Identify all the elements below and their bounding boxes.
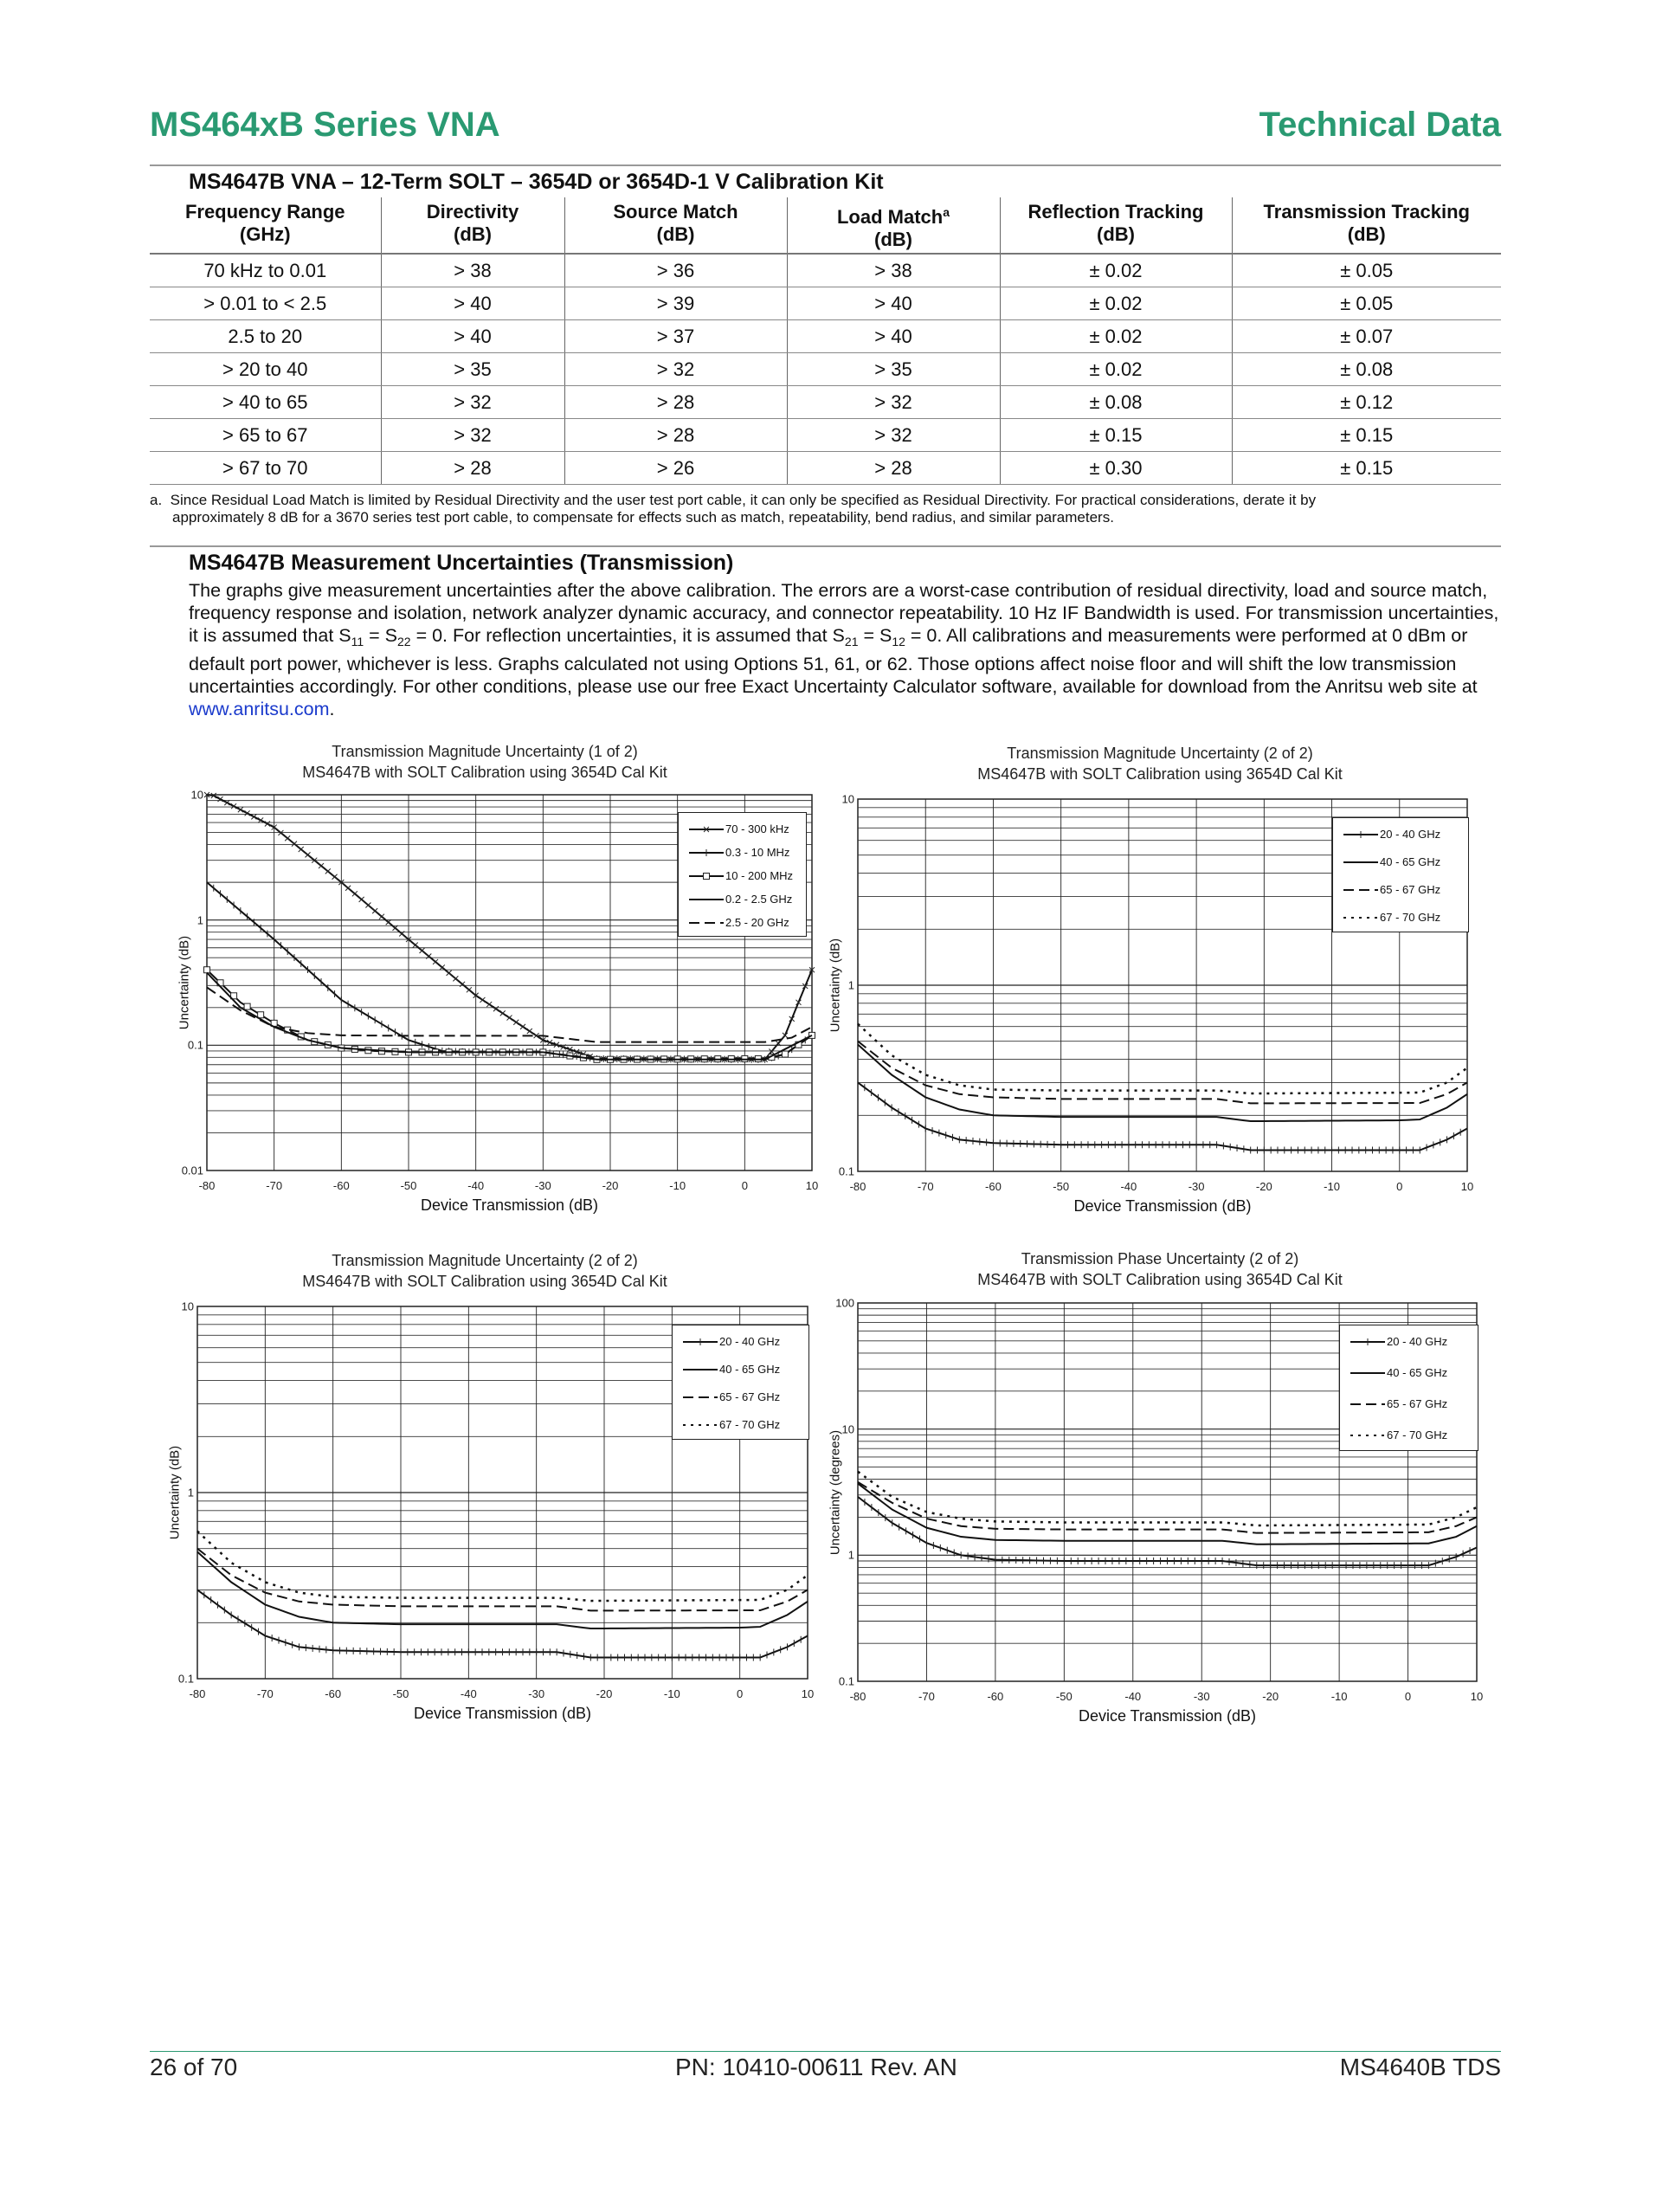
column-header: Frequency Range (GHz) [150,197,381,254]
legend-swatch [687,824,725,835]
x-tick-label: -20 [602,1179,619,1192]
table-cell: > 35 [381,353,564,386]
table-cell: > 28 [564,386,787,419]
y-tick-label: 10 [841,792,854,806]
table-cell: > 39 [564,287,787,320]
section-divider [150,545,1501,547]
column-header: Reflection Tracking (dB) [1000,197,1232,254]
x-tick-label: -50 [400,1179,417,1192]
chart-plot [822,736,1498,1238]
legend-swatch [1342,857,1380,867]
legend-swatch [1342,829,1380,840]
legend-swatch [681,1364,719,1375]
legend-swatch [681,1392,719,1403]
legend-label: 65 - 67 GHz [719,1390,781,1404]
x-tick-label: -10 [1330,1690,1348,1703]
legend-label: 70 - 300 kHz [725,822,789,836]
x-tick-label: -10 [663,1687,680,1700]
legend-label: 0.3 - 10 MHz [725,846,790,860]
x-tick-label: -40 [467,1179,485,1192]
table-cell: ± 0.07 [1232,320,1501,353]
table-cell: ± 0.02 [1000,287,1232,320]
x-tick-label: -20 [1255,1180,1272,1193]
chart-plot [147,736,822,1238]
x-tick-label: -50 [392,1687,409,1700]
legend-item [681,1362,780,1379]
legend-label: 20 - 40 GHz [1387,1335,1448,1349]
column-header: Directivity (dB) [381,197,564,254]
x-axis-label: Device Transmission (dB) [1078,1707,1257,1725]
table-cell: ± 0.02 [1000,353,1232,386]
legend-label: 65 - 67 GHz [1387,1397,1448,1411]
document-section-title: Technical Data [1259,106,1501,144]
x-tick-label: -60 [332,1179,350,1192]
table-cell: > 40 to 65 [150,386,381,419]
legend-label: 10 - 200 MHz [725,869,794,883]
legend-item [1342,854,1440,872]
table-cell: > 0.01 to < 2.5 [150,287,381,320]
table-cell: > 40 [381,320,564,353]
anritsu-link[interactable]: www.anritsu.com [189,699,330,720]
table-cell: > 40 [787,287,1000,320]
x-tick-label: -10 [669,1179,686,1192]
legend-item [1342,827,1440,844]
table-cell: ± 0.02 [1000,254,1232,287]
x-axis-label: Device Transmission (dB) [420,1196,599,1214]
x-tick-label: -50 [1055,1690,1073,1703]
table-row [150,287,1501,320]
x-tick-label: -70 [917,1180,934,1193]
chart-legend [1332,817,1469,932]
table-cell: > 38 [381,254,564,287]
legend-item [1349,1365,1447,1383]
chart-transmission-magnitude-1 [147,736,822,1229]
table-cell: > 65 to 67 [150,419,381,452]
page-number: 26 of 70 [150,2054,238,2080]
square-marker [204,967,210,973]
legend-swatch [1349,1430,1387,1441]
table-cell: ± 0.15 [1232,419,1501,452]
chart-title: Transmission Magnitude Uncertainty (1 of 2) [332,743,638,760]
x-tick-label: 10 [1460,1180,1474,1193]
x-tick-label: 0 [1396,1180,1403,1193]
legend-label: 0.2 - 2.5 GHz [725,893,793,906]
table-row [150,452,1501,485]
legend-swatch [687,894,725,905]
x-tick-label: -30 [528,1687,545,1700]
column-header: Load Match$^a$ (dB) [787,197,1000,254]
y-tick-label: 10 [181,1299,194,1313]
x-axis-label: Device Transmission (dB) [1073,1197,1252,1215]
y-axis-label: Uncertainty (dB) [177,935,192,1030]
chart-subtitle: MS4647B with SOLT Calibration using 3654D Cal Kit [302,1273,667,1290]
legend-swatch [687,871,725,881]
legend-label: 40 - 65 GHz [719,1363,781,1377]
table-cell: > 36 [564,254,787,287]
chart-plot [147,1238,822,1740]
chart-legend [672,1325,809,1440]
part-number: PN: 10410-00611 Rev. AN [675,2054,957,2080]
chart-transmission-magnitude-2b [147,1238,822,1740]
x-tick-label: -80 [189,1687,206,1700]
table-cell: > 40 [787,320,1000,353]
legend-swatch [1342,885,1380,895]
square-marker [809,1032,815,1038]
x-tick-label: 10 [801,1687,815,1700]
legend-item [687,845,789,862]
legend-item [1342,910,1440,927]
cal-table-title: MS4647B VNA – 12-Term SOLT – 3654D or 3654D-1 V Calibration Kit [189,170,884,194]
table-cell: > 32 [787,386,1000,419]
x-tick-label: -10 [1324,1180,1340,1193]
legend-item [681,1390,780,1407]
x-tick-label: -80 [849,1180,866,1193]
legend-item [687,915,789,932]
section-title: MS4647B Measurement Uncertainties (Transmission) [189,551,734,575]
chart-plot [822,1238,1498,1740]
table-cell: ± 0.02 [1000,320,1232,353]
legend-swatch [1349,1399,1387,1409]
legend-item [687,822,789,839]
x-tick-label: -30 [1193,1690,1210,1703]
y-tick-label: 0.1 [187,1038,203,1052]
table-cell: > 38 [787,254,1000,287]
legend-item [681,1417,780,1435]
legend-label: 67 - 70 GHz [719,1418,781,1432]
chart-title: Transmission Phase Uncertainty (2 of 2) [1021,1250,1299,1267]
table-row [150,419,1501,452]
legend-swatch [1349,1368,1387,1378]
y-axis-label: Uncertainty (dB) [828,938,843,1033]
table-cell: ± 0.08 [1000,386,1232,419]
square-marker [244,1003,250,1009]
x-tick-label: -40 [460,1687,477,1700]
table-cell: > 35 [787,353,1000,386]
table-cell: > 32 [787,419,1000,452]
legend-item [1349,1428,1447,1445]
x-tick-label: -70 [256,1687,274,1700]
legend-item [1342,882,1440,900]
x-tick-label: -40 [1120,1180,1137,1193]
y-tick-label: 0.01 [181,1164,203,1177]
chart-transmission-phase-2 [822,1238,1498,1740]
table-cell: > 28 [787,452,1000,485]
table-cell: 2.5 to 20 [150,320,381,353]
table-cell: > 40 [381,287,564,320]
x-tick-label: -20 [1262,1690,1279,1703]
square-marker [782,1051,788,1057]
calibration-table [150,197,1501,485]
table-cell: ± 0.12 [1232,386,1501,419]
x-tick-label: 0 [737,1687,744,1700]
header-divider [150,164,1501,166]
table-header-row [150,197,1501,254]
table-cell: > 67 to 70 [150,452,381,485]
table-row [150,386,1501,419]
x-tick-label: -40 [1124,1690,1142,1703]
legend-swatch [1342,913,1380,923]
y-tick-label: 100 [835,1296,854,1310]
y-axis-label: Uncertainty (degrees) [828,1429,843,1555]
table-cell: > 28 [564,419,787,452]
legend-label: 67 - 70 GHz [1380,911,1441,925]
x-tick-label: -80 [198,1179,216,1192]
chart-transmission-magnitude-2 [822,736,1498,1229]
x-tick-label: -20 [596,1687,613,1700]
x-tick-label: -80 [849,1690,866,1703]
table-cell: ± 0.30 [1000,452,1232,485]
legend-label: 2.5 - 20 GHz [725,916,789,930]
x-tick-label: -30 [1188,1180,1205,1193]
document-series-title: MS464xB Series VNA [150,106,500,144]
x-tick-label: -50 [1053,1180,1070,1193]
y-tick-label: 1 [847,978,854,992]
legend-swatch [681,1420,719,1430]
table-cell: > 37 [564,320,787,353]
legend-item [687,892,792,909]
y-tick-label: 1 [196,913,203,927]
chart-subtitle: MS4647B with SOLT Calibration using 3654D Cal Kit [302,764,667,781]
x-tick-label: 10 [805,1179,819,1192]
table-row [150,320,1501,353]
x-axis-label: Device Transmission (dB) [413,1705,592,1722]
legend-swatch [687,848,725,858]
legend-item [687,868,793,886]
legend-swatch [687,918,725,928]
table-cell: ± 0.15 [1000,419,1232,452]
y-tick-label: 1 [847,1548,854,1562]
table-row [150,353,1501,386]
column-header: Source Match (dB) [564,197,787,254]
legend-swatch [681,1337,719,1347]
table-cell: 70 kHz to 0.01 [150,254,381,287]
table-cell: ± 0.05 [1232,287,1501,320]
table-cell: > 28 [381,452,564,485]
table-cell: ± 0.05 [1232,254,1501,287]
table-cell: > 32 [381,386,564,419]
chart-title: Transmission Magnitude Uncertainty (2 of 2) [332,1252,638,1269]
y-axis-label: Uncertainty (dB) [167,1445,183,1540]
square-marker [704,873,710,879]
table-cell: > 20 to 40 [150,353,381,386]
x-tick-label: 0 [741,1179,748,1192]
x-tick-label: 10 [1470,1690,1484,1703]
chart-subtitle: MS4647B with SOLT Calibration using 3654D Cal Kit [977,765,1343,783]
y-tick-label: 0.1 [177,1672,194,1686]
x-tick-label: -70 [266,1179,283,1192]
x-tick-label: 0 [1404,1690,1412,1703]
legend-label: 65 - 67 GHz [1380,883,1441,897]
x-tick-label: -60 [325,1687,342,1700]
table-cell: > 32 [381,419,564,452]
table-cell: > 32 [564,353,787,386]
legend-label: 20 - 40 GHz [1380,828,1441,842]
legend-label: 67 - 70 GHz [1387,1428,1448,1442]
table-cell: > 26 [564,452,787,485]
legend-item [1349,1334,1447,1351]
x-tick-label: -30 [534,1179,551,1192]
footer-divider [150,2051,1501,2052]
legend-label: 20 - 40 GHz [719,1335,781,1349]
legend-item [681,1334,780,1351]
x-tick-label: -60 [987,1690,1004,1703]
table-footnote: a. Since Residual Load Match is limited by Residual Directivity and the user test port cable, it can only be specified as Residual Directivity. For practical considerations, derate it by approximately 8 dB for a 3670 series test port cable, to compensate for effects such as match, repeatability, bend radius, and similar parameters. [150,492,1317,526]
x-tick-label: -70 [918,1690,935,1703]
chart-legend [678,812,807,937]
chart-subtitle: MS4647B with SOLT Calibration using 3654D Cal Kit [977,1271,1343,1288]
chart-title: Transmission Magnitude Uncertainty (2 of 2) [1007,745,1313,762]
y-tick-label: 0.1 [838,1674,854,1688]
legend-label: 40 - 65 GHz [1387,1366,1448,1380]
table-cell: ± 0.08 [1232,353,1501,386]
y-tick-label: 0.1 [838,1164,854,1178]
legend-item [1349,1396,1447,1414]
table-row [150,254,1501,287]
y-tick-label: 10 [841,1422,854,1436]
legend-swatch [1349,1337,1387,1347]
table-cell: ± 0.15 [1232,452,1501,485]
footnote-ref: a [943,205,950,219]
y-tick-label: 10 [190,788,203,802]
column-header: Transmission Tracking (dB) [1232,197,1501,254]
chart-legend [1339,1325,1478,1451]
document-name: MS4640B TDS [1339,2054,1501,2080]
legend-label: 40 - 65 GHz [1380,855,1441,869]
section-description: The graphs give measurement uncertainties after the above calibration. The errors are a worst-case contribution of residual directivity, load and source match, frequency response and isolation, network analyzer dynamic accuracy, and connector repeatability. 10 Hz IF Bandwidth is used. For transmission uncertainties, it is assumed that $S_{11} = S_{22} = 0$. For reflection uncertainties, it is assumed that $S_{21} = S_{12} = 0$. All calibrations and measurements were performed at 0 dBm or default port power, whichever is less. Graphs calculated not using Options 51, 61, or 62. Those options affect noise floor and will shift the low transmission uncertainties accordingly. For other conditions, please use our free Exact Uncertainty Calculator software, available for download from the Anritsu web site at www.anritsu.com. [189,580,1499,720]
y-tick-label: 1 [187,1486,194,1499]
x-tick-label: -60 [985,1180,1002,1193]
